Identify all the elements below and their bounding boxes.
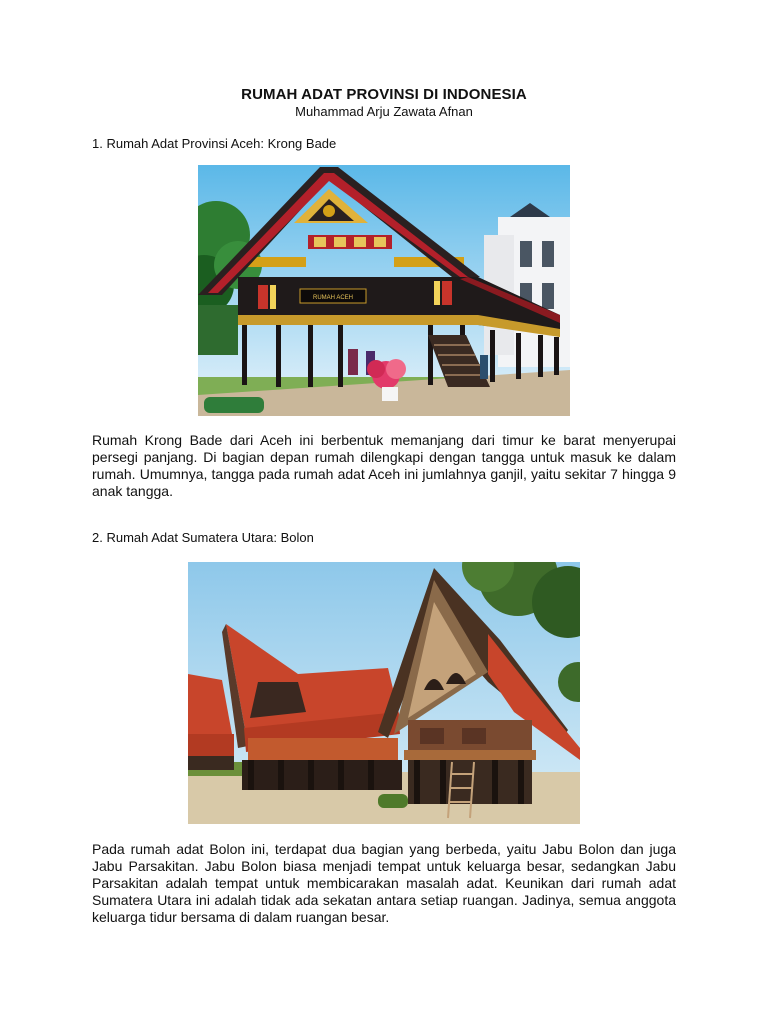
paragraph-bolon: Pada rumah adat Bolon ini, terdapat dua bagian yang berbeda, yaitu Jabu Bolon dan juga Jabu Parsakitan. Jabu Bolon biasa menjadi tempat untuk keluarga besar, sedangkan Jabu Parsakitan adalah tempat untuk membicarakan masalah adat. Keunikan dari rumah adat Sumatera Utara ini adalah tidak ada sekatan antara setiap ruangan. Jadinya, semua anggota keluarga tidur bersama di dalam ruangan besar. [92, 841, 676, 925]
section-heading-aceh: 1. Rumah Adat Provinsi Aceh: Krong Bade [92, 136, 337, 151]
document-title: RUMAH ADAT PROVINSI DI INDONESIA [241, 86, 527, 103]
photo-rumah-krong-bade [198, 165, 570, 416]
sign-rumah-aceh: RUMAH ACEH [312, 295, 354, 301]
photo-rumah-bolon [188, 562, 580, 824]
section-heading-bolon: 2. Rumah Adat Sumatera Utara: Bolon [92, 530, 314, 545]
krong-bade-illustration [198, 165, 570, 416]
paragraph-aceh: Rumah Krong Bade dari Aceh ini berbentuk memanjang dari timur ke barat menyerupai persegi panjang. Di bagian depan rumah dilengkapi dengan tangga untuk masuk ke dalam rumah. Umumnya, tangga pada rumah adat Aceh ini jumlahnya ganjil, yaitu sekitar 7 hingga 9 anak tangga. [92, 432, 676, 499]
rumah-bolon-illustration [188, 562, 580, 824]
document-author: Muhammad Arju Zawata Afnan [295, 104, 473, 119]
